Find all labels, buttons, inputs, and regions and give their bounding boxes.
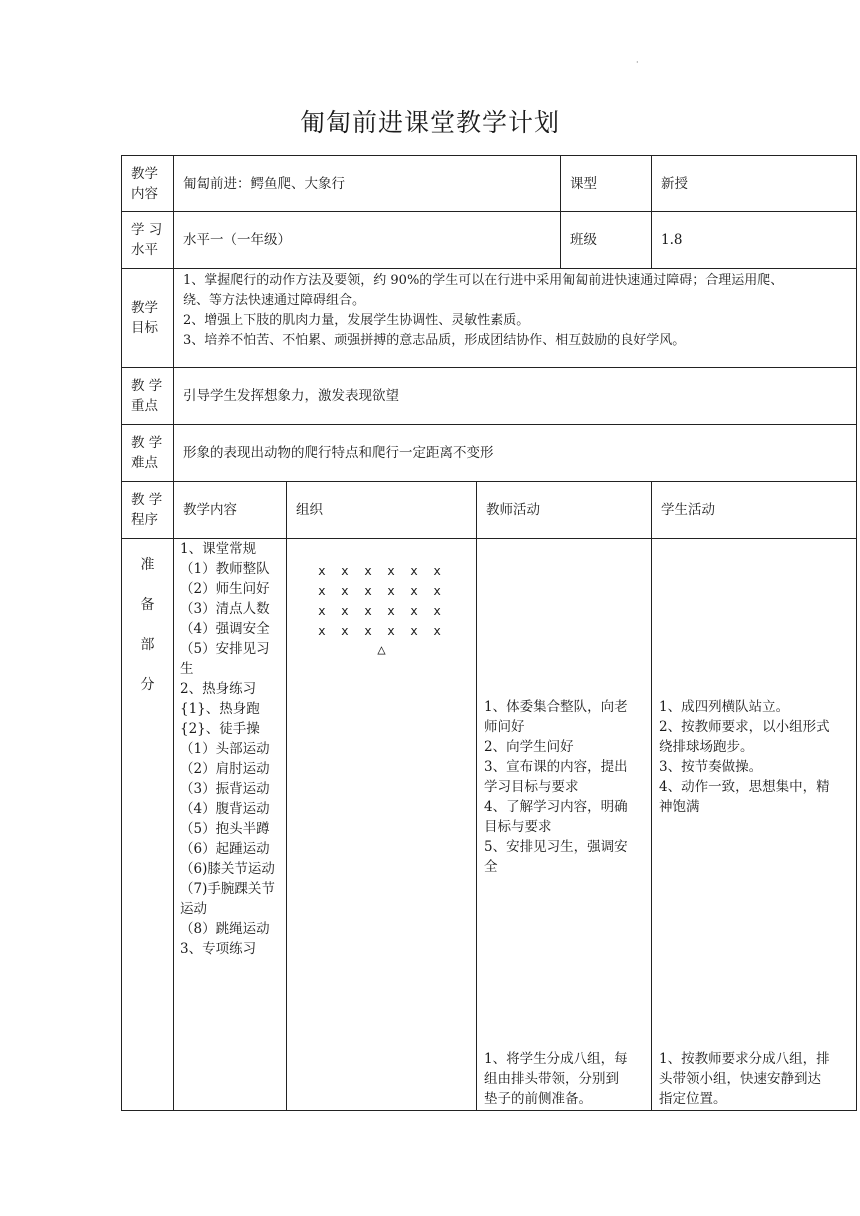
preparation-content <box>174 539 287 1111</box>
list-item: {1}、热身跑 <box>180 701 260 717</box>
list-item: （4）腹背运动 <box>180 801 270 817</box>
list-item: {2}、徒手操 <box>180 721 260 737</box>
lesson-type-label: 课型 <box>561 156 652 212</box>
header-teacher-activity: 教师活动 <box>477 482 652 539</box>
list-item: （3）清点人数 <box>180 601 270 617</box>
list-item: （2）肩肘运动 <box>180 761 270 777</box>
row-teaching-goals <box>122 269 857 368</box>
list-item: （6)膝关节运动 <box>180 861 275 877</box>
student-activity: 1、成四列横队站立。 2、按教师要求，以小组形式 绕排球场跑步。 3、按节奏做操。 4、动作一致，思想集中，精 神饱满 1、按教师要求分成八组，排 头带领小组，快速安静到达 指定位置。 <box>652 539 857 1111</box>
row-teaching-difficulty <box>122 425 857 482</box>
list-item: （8）跳绳运动 <box>180 921 270 937</box>
section-label-preparation: 准 备 部 分 <box>122 539 174 1111</box>
teacher-position-icon: △ <box>377 642 386 658</box>
header-organization: 组织 <box>287 482 477 539</box>
formation-row: x x x x x x <box>318 623 445 638</box>
list-item: （1）头部运动 <box>180 741 270 757</box>
list-item: 运动 <box>180 901 207 917</box>
teaching-key-value: 引导学生发挥想象力，激发表现欲望 <box>174 368 857 425</box>
list-item: （3）振背运动 <box>180 781 270 797</box>
lesson-plan-table <box>121 155 857 1111</box>
teaching-difficulty-value: 形象的表现出动物的爬行特点和爬行一定距离不变形 <box>174 425 857 482</box>
list-item: （4）强调安全 <box>180 621 270 637</box>
label-procedure: 教 学 程序 <box>122 482 174 539</box>
list-item: （1）教师整队 <box>180 561 270 577</box>
page-dot: · <box>636 58 639 67</box>
list-item: （5）抱头半蹲 <box>180 821 270 837</box>
formation-row: x x x x x x <box>318 603 445 618</box>
header-teaching-content: 教学内容 <box>174 482 287 539</box>
teacher-activity: 1、体委集合整队，向老 师问好 2、向学生问好 3、宣布课的内容，提出 学习目标与要求 4、了解学习内容，明确 目标与要求 5、安排见习生，强调安 全 1、将学生分成八组，每 组由排头带领，分别到 垫子的前侧准备。 <box>477 539 652 1111</box>
page-title: 匍匐前进课堂教学计划 <box>299 108 560 137</box>
row-preparation-section <box>122 539 857 1111</box>
label-teaching-goals: 教学 目标 <box>122 269 174 368</box>
list-item: （6）起踵运动 <box>180 841 270 857</box>
formation-diagram <box>287 539 477 1111</box>
list-item: 生 <box>180 661 194 677</box>
label-learning-level: 学 习 水平 <box>122 212 174 269</box>
list-item: （2）师生问好 <box>180 581 270 597</box>
label-teaching-key: 教 学 重点 <box>122 368 174 425</box>
teaching-content-value: 匍匐前进：鳄鱼爬、大象行 <box>174 156 561 212</box>
row-learning-level <box>122 212 857 269</box>
list-item: 1、课堂常规 <box>180 541 257 557</box>
formation-row: x x x x x x <box>318 563 445 578</box>
header-student-activity: 学生活动 <box>652 482 857 539</box>
label-teaching-content: 教学 内容 <box>122 156 174 212</box>
teaching-goals-text: 1、掌握爬行的动作方法及要领，约 90%的学生可以在行进中采用匍匐前进快速通过障碍；合理运用爬、 绕、等方法快速通过障碍组合。 2、增强上下肢的肌肉力量，发展学生协调性、灵敏性素质。 3、培养不怕苦、不怕累、顽强拼搏的意志品质，形成团结协作、相互鼓励的良好学风。 <box>174 269 857 368</box>
class-value: 1.8 <box>652 212 857 269</box>
list-item: （7)手腕踝关节 <box>180 881 275 897</box>
formation-row: x x x x x x <box>318 583 445 598</box>
list-item: 2、热身练习 <box>180 681 257 697</box>
label-teaching-difficulty: 教 学 难点 <box>122 425 174 482</box>
list-item: （5）安排见习 <box>180 641 270 657</box>
learning-level-value: 水平一（一年级） <box>174 212 561 269</box>
lesson-type-value: 新授 <box>652 156 857 212</box>
list-item: 3、专项练习 <box>180 941 257 957</box>
row-teaching-content <box>122 156 857 212</box>
row-teaching-key <box>122 368 857 425</box>
row-procedure-header <box>122 482 857 539</box>
class-label: 班级 <box>561 212 652 269</box>
